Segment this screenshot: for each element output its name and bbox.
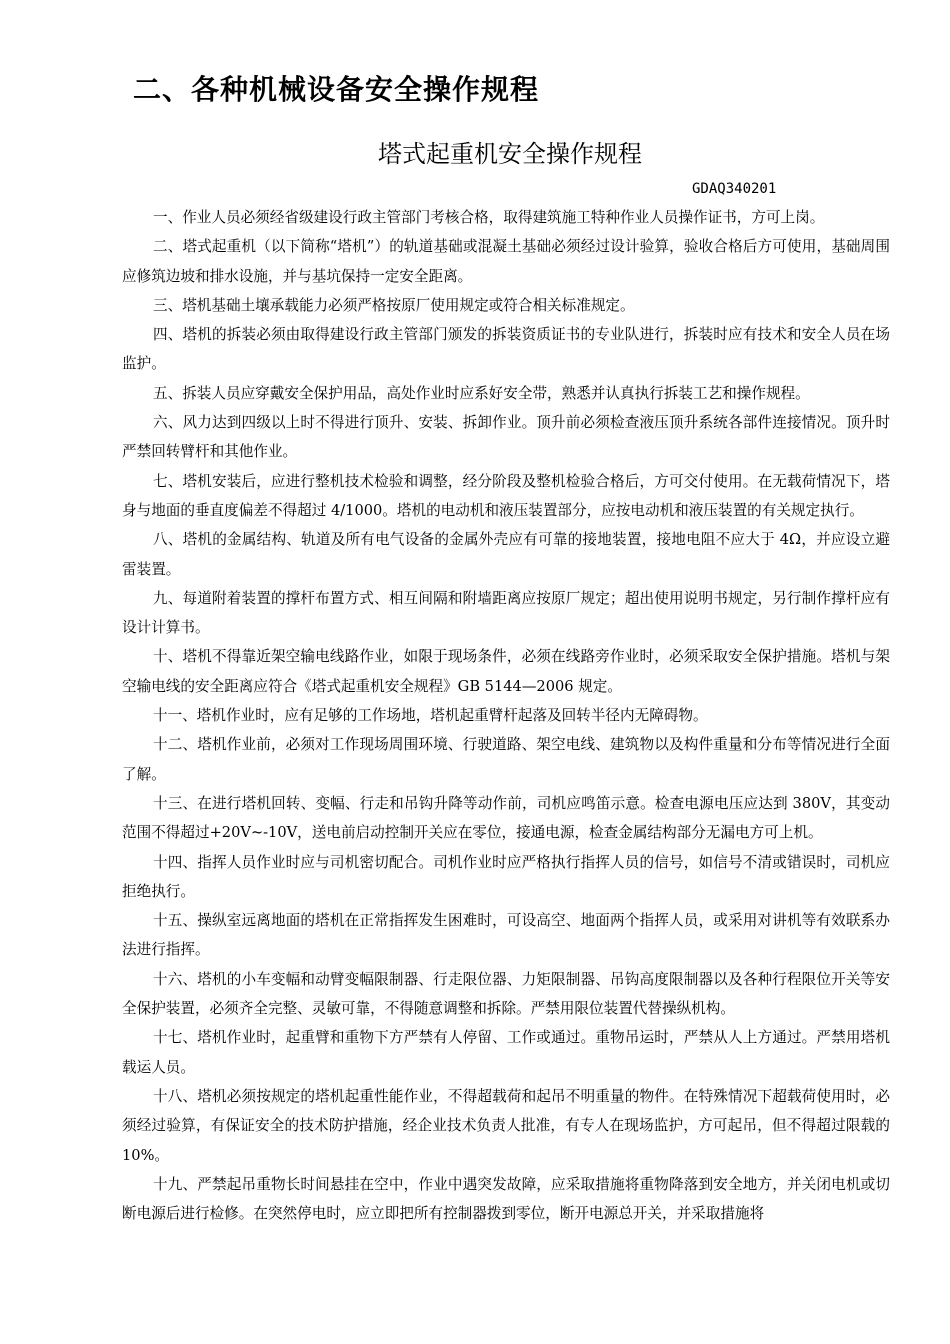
regulation-paragraph: 十二、塔机作业前，必须对工作现场周围环境、行驶道路、架空电线、建筑物以及构件重量和分布等情况进行全面了解。 xyxy=(122,736,890,783)
regulation-paragraph: 四、塔机的拆装必须由取得建设行政主管部门颁发的拆装资质证书的专业队进行，拆装时应有技术和安全人员在场监护。 xyxy=(122,326,890,373)
regulation-paragraph: 十七、塔机作业时，起重臂和重物下方严禁有人停留、工作或通过。重物吊运时，严禁从人上方通过。严禁用塔机载运人员。 xyxy=(122,1029,890,1076)
regulation-paragraph: 十五、操纵室远离地面的塔机在正常指挥发生困难时，可设高空、地面两个指挥人员，或采用对讲机等有效联系办法进行指挥。 xyxy=(122,912,890,959)
regulation-body xyxy=(122,203,890,1228)
regulation-paragraph: 十四、指挥人员作业时应与司机密切配合。司机作业时应严格执行指挥人员的信号，如信号不清或错误时，司机应拒绝执行。 xyxy=(122,853,890,900)
regulation-paragraph: 十九、严禁起吊重物长时间悬挂在空中，作业中遇突发故障，应采取措施将重物降落到安全地方，并关闭电机或切断电源后进行检修。在突然停电时，应立即把所有控制器拨到零位，断开电源总开关，并采取措施将 xyxy=(122,1175,890,1223)
regulation-paragraph: 三、塔机基础土壤承载能力必须严格按原厂使用规定或符合相关标准规定。 xyxy=(153,296,635,314)
regulation-paragraph: 十三、在进行塔机回转、变幅、行走和吊钩升降等动作前，司机应鸣笛示意。检查电源电压应达到 380V，其变动范围不得超过+20V~-10V，送电前启动控制开关应在零位，接通电源，检查金属结构部分无漏电方可上机。 xyxy=(122,794,890,842)
regulation-paragraph: 十、塔机不得靠近架空输电线路作业，如限于现场条件，必须在线路旁作业时，必须采取安全保护措施。塔机与架空输电线的安全距离应符合《塔式起重机安全规程》GB 5144—2006 规定。 xyxy=(122,648,890,695)
regulation-paragraph: 十一、塔机作业时，应有足够的工作场地，塔机起重臂杆起落及回转半径内无障碍物。 xyxy=(153,707,708,725)
regulation-paragraph: 二、塔式起重机（以下简称“塔机”）的轨道基础或混凝土基础必须经过设计验算，验收合格后方可使用，基础周围应修筑边坡和排水设施，并与基坑保持一定安全距离。 xyxy=(122,238,890,285)
document-title: 塔式起重机安全操作规程 xyxy=(378,140,642,168)
regulation-paragraph: 七、塔机安装后，应进行整机技术检验和调整，经分阶段及整机检验合格后，方可交付使用。在无载荷情况下，塔身与地面的垂直度偏差不得超过 4/1000。塔机的电动机和液压装置部分，应按电动机和液压装置的有关规定执行。 xyxy=(122,472,890,519)
regulation-paragraph: 九、每道附着装置的撑杆布置方式、相互间隔和附墙距离应按原厂规定；超出使用说明书规定，另行制作撑杆应有设计计算书。 xyxy=(122,589,890,637)
regulation-paragraph: 八、塔机的金属结构、轨道及所有电气设备的金属外壳应有可靠的接地装置，接地电阻不应大于 4Ω，并应设立避雷装置。 xyxy=(122,531,890,578)
regulation-paragraph: 六、风力达到四级以上时不得进行顶升、安装、拆卸作业。顶升前必须检查液压顶升系统各部件连接情况。顶升时严禁回转臂杆和其他作业。 xyxy=(122,414,890,461)
regulation-paragraph: 十六、塔机的小车变幅和动臂变幅限制器、行走限位器、力矩限制器、吊钩高度限制器以及各种行程限位开关等安全保护装置，必须齐全完整、灵敏可靠，不得随意调整和拆除。严禁用限位装置代替操纵机构。 xyxy=(122,970,890,1018)
regulation-paragraph: 五、拆装人员应穿戴安全保护用品，高处作业时应系好安全带，熟悉并认真执行拆装工艺和操作规程。 xyxy=(153,384,810,402)
section-title: 二、各种机械设备安全操作规程 xyxy=(133,73,540,106)
regulation-paragraph: 一、作业人员必须经省级建设行政主管部门考核合格，取得建筑施工特种作业人员操作证书，方可上岗。 xyxy=(153,209,825,226)
regulation-paragraph: 十八、塔机必须按规定的塔机起重性能作业，不得超载荷和起吊不明重量的物件。在特殊情况下超载荷使用时，必须经过验算，有保证安全的技术防护措施，经企业技术负责人批准，有专人在现场监护，方可起吊，但不得超过限载的 10%。 xyxy=(122,1087,890,1164)
document-code: GDAQ340201 xyxy=(692,181,777,197)
